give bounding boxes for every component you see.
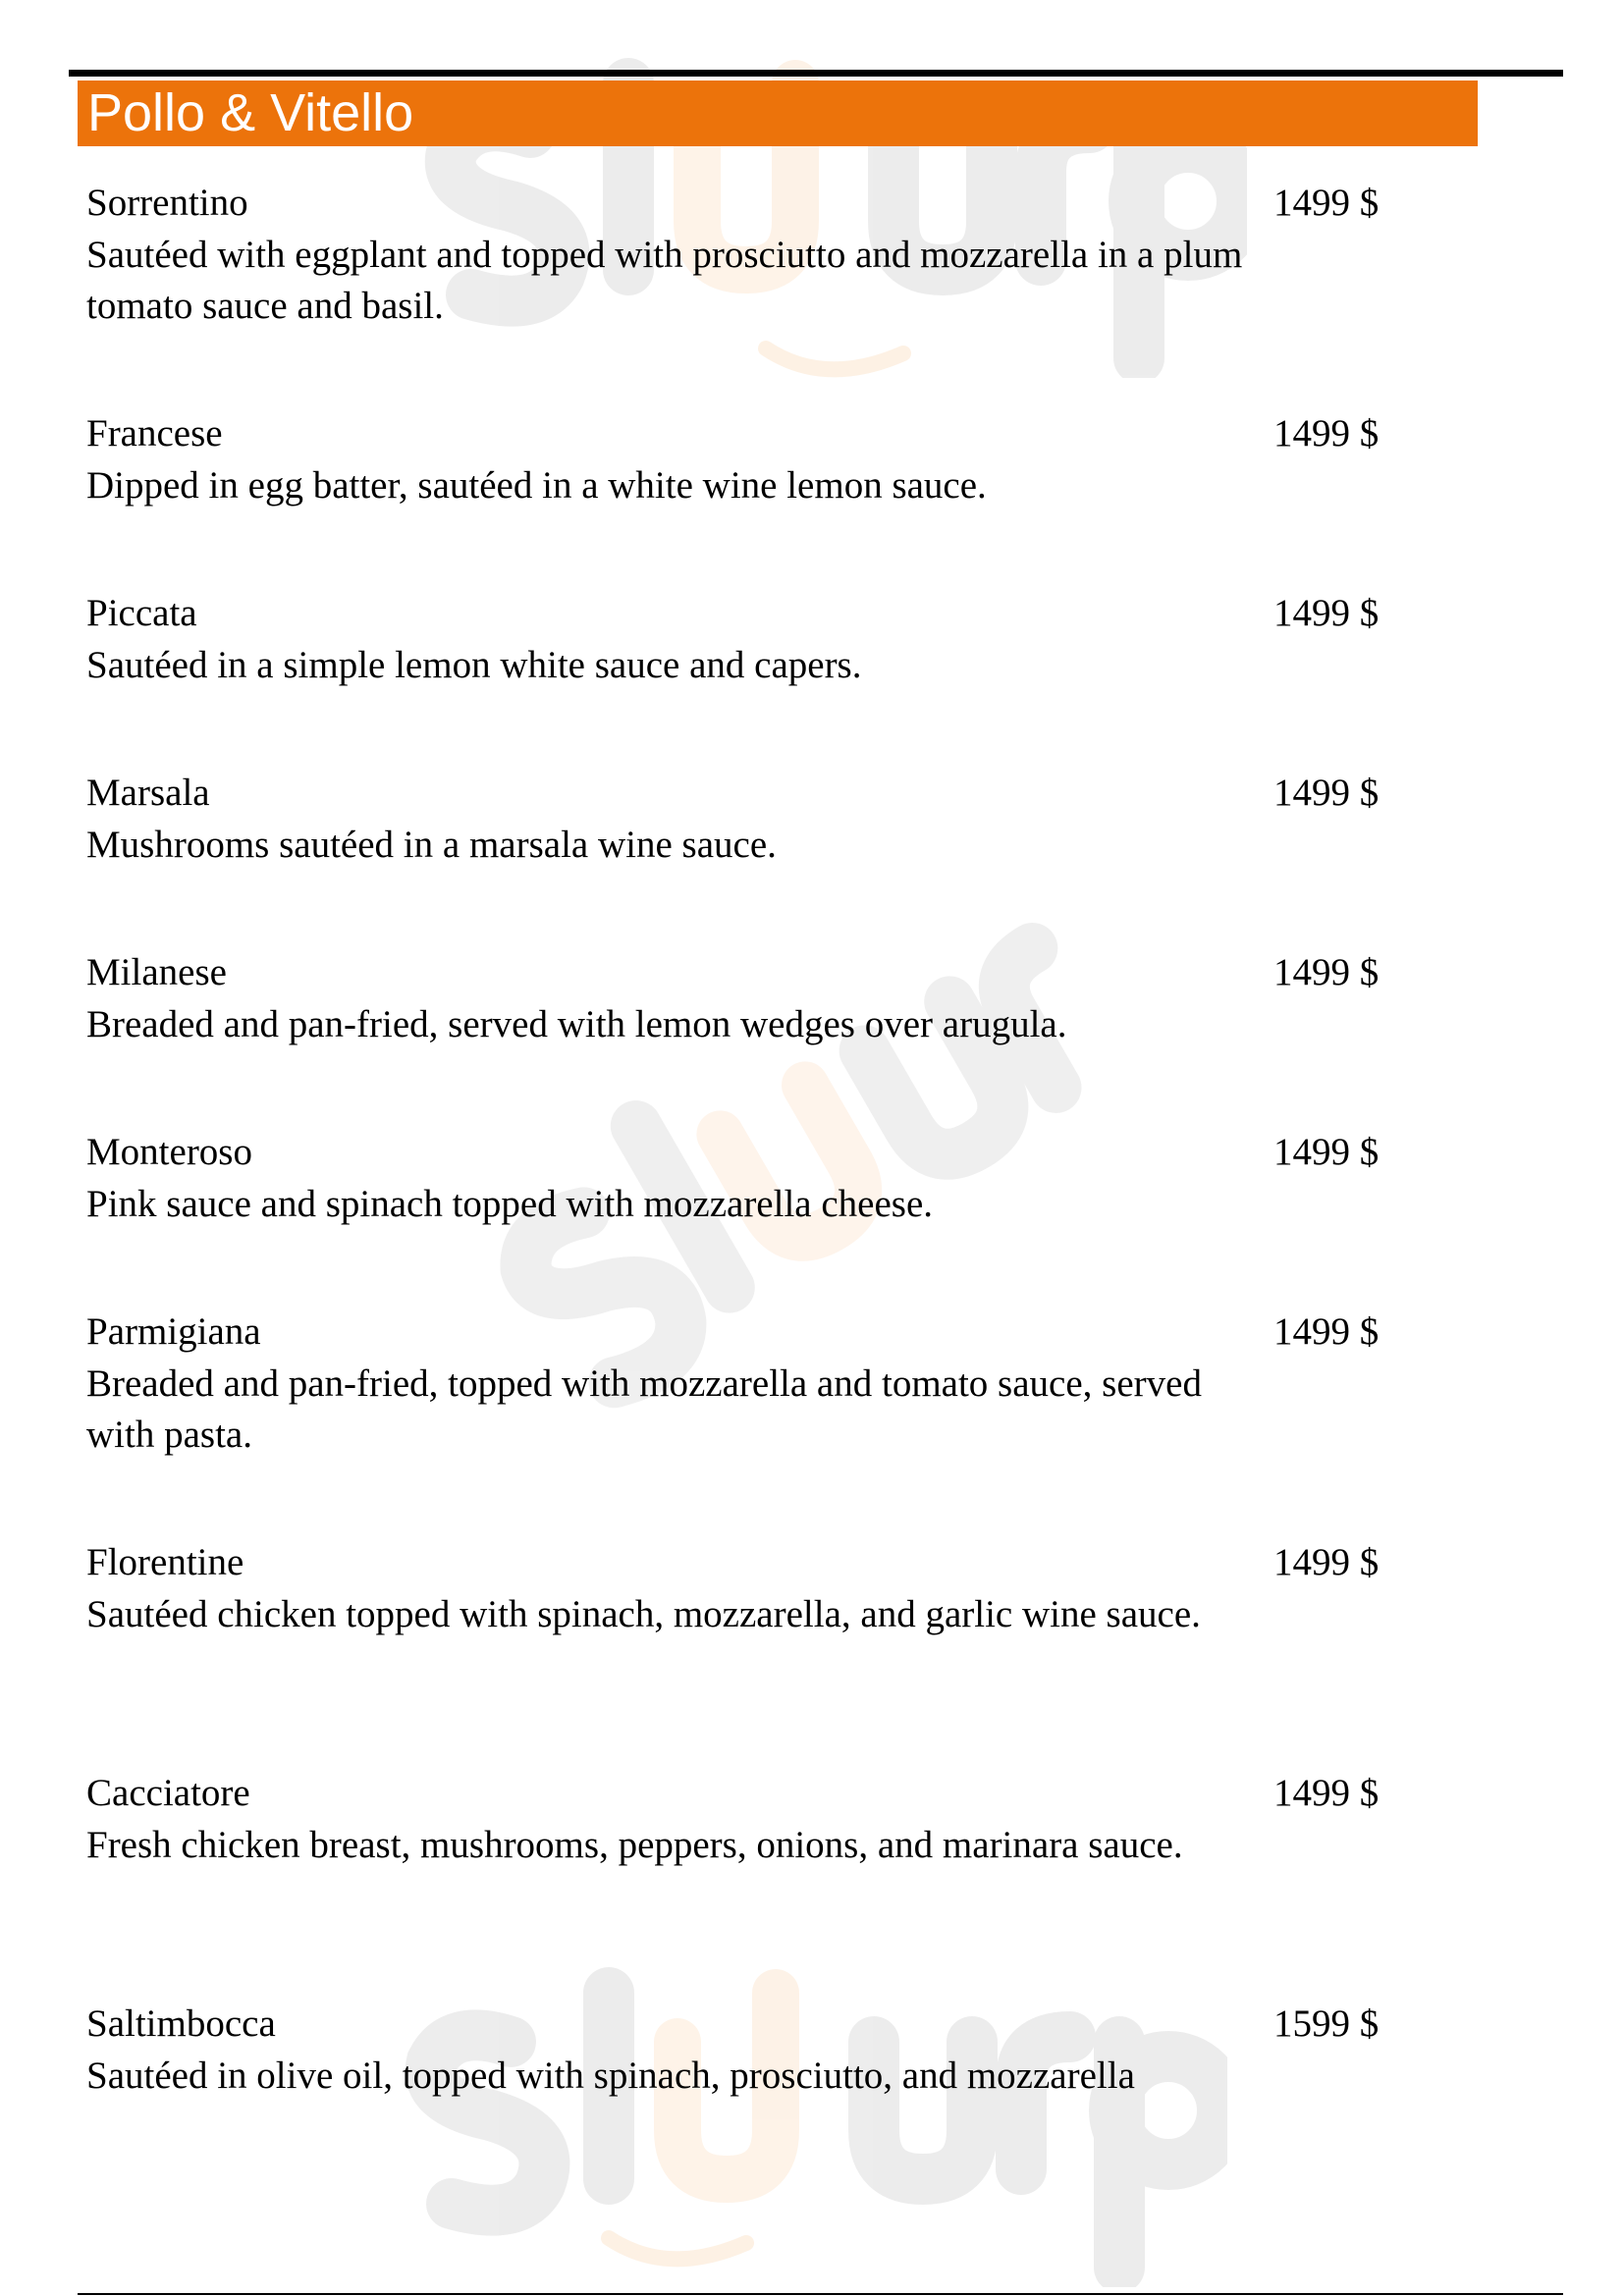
menu-item: [86, 1537, 1402, 1640]
menu-item-price: 1599 $: [1273, 2002, 1380, 2045]
menu-item: [86, 947, 1402, 1050]
menu-item-name: Francese: [86, 412, 223, 454]
menu-item-name: Sorrentino: [86, 182, 248, 224]
menu-item-price: 1499 $: [1273, 772, 1380, 814]
menu-item-description: Dipped in egg batter, sautéed in a white wine lemon sauce.: [86, 463, 987, 507]
menu-item-price: 1499 $: [1273, 182, 1380, 224]
menu-item-description: Sautéed with eggplant and topped with prosciutto and mozzarella in a plum tomato sauce and basil.: [86, 233, 1243, 327]
bottom-divider-line: [78, 2293, 1563, 2295]
menu-item-price: 1499 $: [1273, 1131, 1380, 1173]
menu-item: [86, 178, 1402, 333]
menu-item-description: Sautéed in a simple lemon white sauce and capers.: [86, 643, 862, 686]
menu-item-name: Cacciatore: [86, 1772, 250, 1814]
menu-item-name: Florentine: [86, 1541, 244, 1583]
menu-item: [86, 1127, 1402, 1230]
section-header-bar: [78, 80, 1478, 146]
menu-item-description: Breaded and pan-fried, served with lemon wedges over arugula.: [86, 1002, 1067, 1045]
menu-item-name: Piccata: [86, 592, 197, 634]
menu-item-name: Monteroso: [86, 1131, 252, 1173]
menu-item-price: 1499 $: [1273, 1772, 1380, 1814]
menu-item-description: Pink sauce and spinach topped with mozzarella cheese.: [86, 1182, 934, 1225]
menu-item-name: Marsala: [86, 772, 210, 814]
menu-item-description: Mushrooms sautéed in a marsala wine sauce.: [86, 823, 777, 866]
menu-item-name: Milanese: [86, 951, 227, 993]
top-divider-line: [69, 70, 1563, 77]
menu-item: [86, 1307, 1402, 1462]
menu-item-price: 1499 $: [1273, 412, 1380, 454]
menu-item-name: Saltimbocca: [86, 2002, 276, 2045]
menu-item-price: 1499 $: [1273, 951, 1380, 993]
menu-item-description: Sautéed in olive oil, topped with spinach, prosciutto, and mozzarella: [86, 2054, 1135, 2097]
menu-item-price: 1499 $: [1273, 1310, 1380, 1353]
menu-item-name: Parmigiana: [86, 1310, 261, 1353]
menu-item: [86, 1999, 1402, 2102]
menu-item-description: Breaded and pan-fried, topped with mozzarella and tomato sauce, served with pasta.: [86, 1362, 1202, 1456]
menu-item-description: Fresh chicken breast, mushrooms, peppers, onions, and marinara sauce.: [86, 1823, 1183, 1866]
menu-item-price: 1499 $: [1273, 1541, 1380, 1583]
menu-item-price: 1499 $: [1273, 592, 1380, 634]
menu-item: [86, 588, 1402, 691]
menu-item: [86, 768, 1402, 871]
menu-item: [86, 1768, 1402, 1871]
menu-item-description: Sautéed chicken topped with spinach, mozzarella, and garlic wine sauce.: [86, 1592, 1201, 1635]
section-title: Pollo & Vitello: [87, 83, 414, 142]
menu-item: [86, 408, 1402, 511]
